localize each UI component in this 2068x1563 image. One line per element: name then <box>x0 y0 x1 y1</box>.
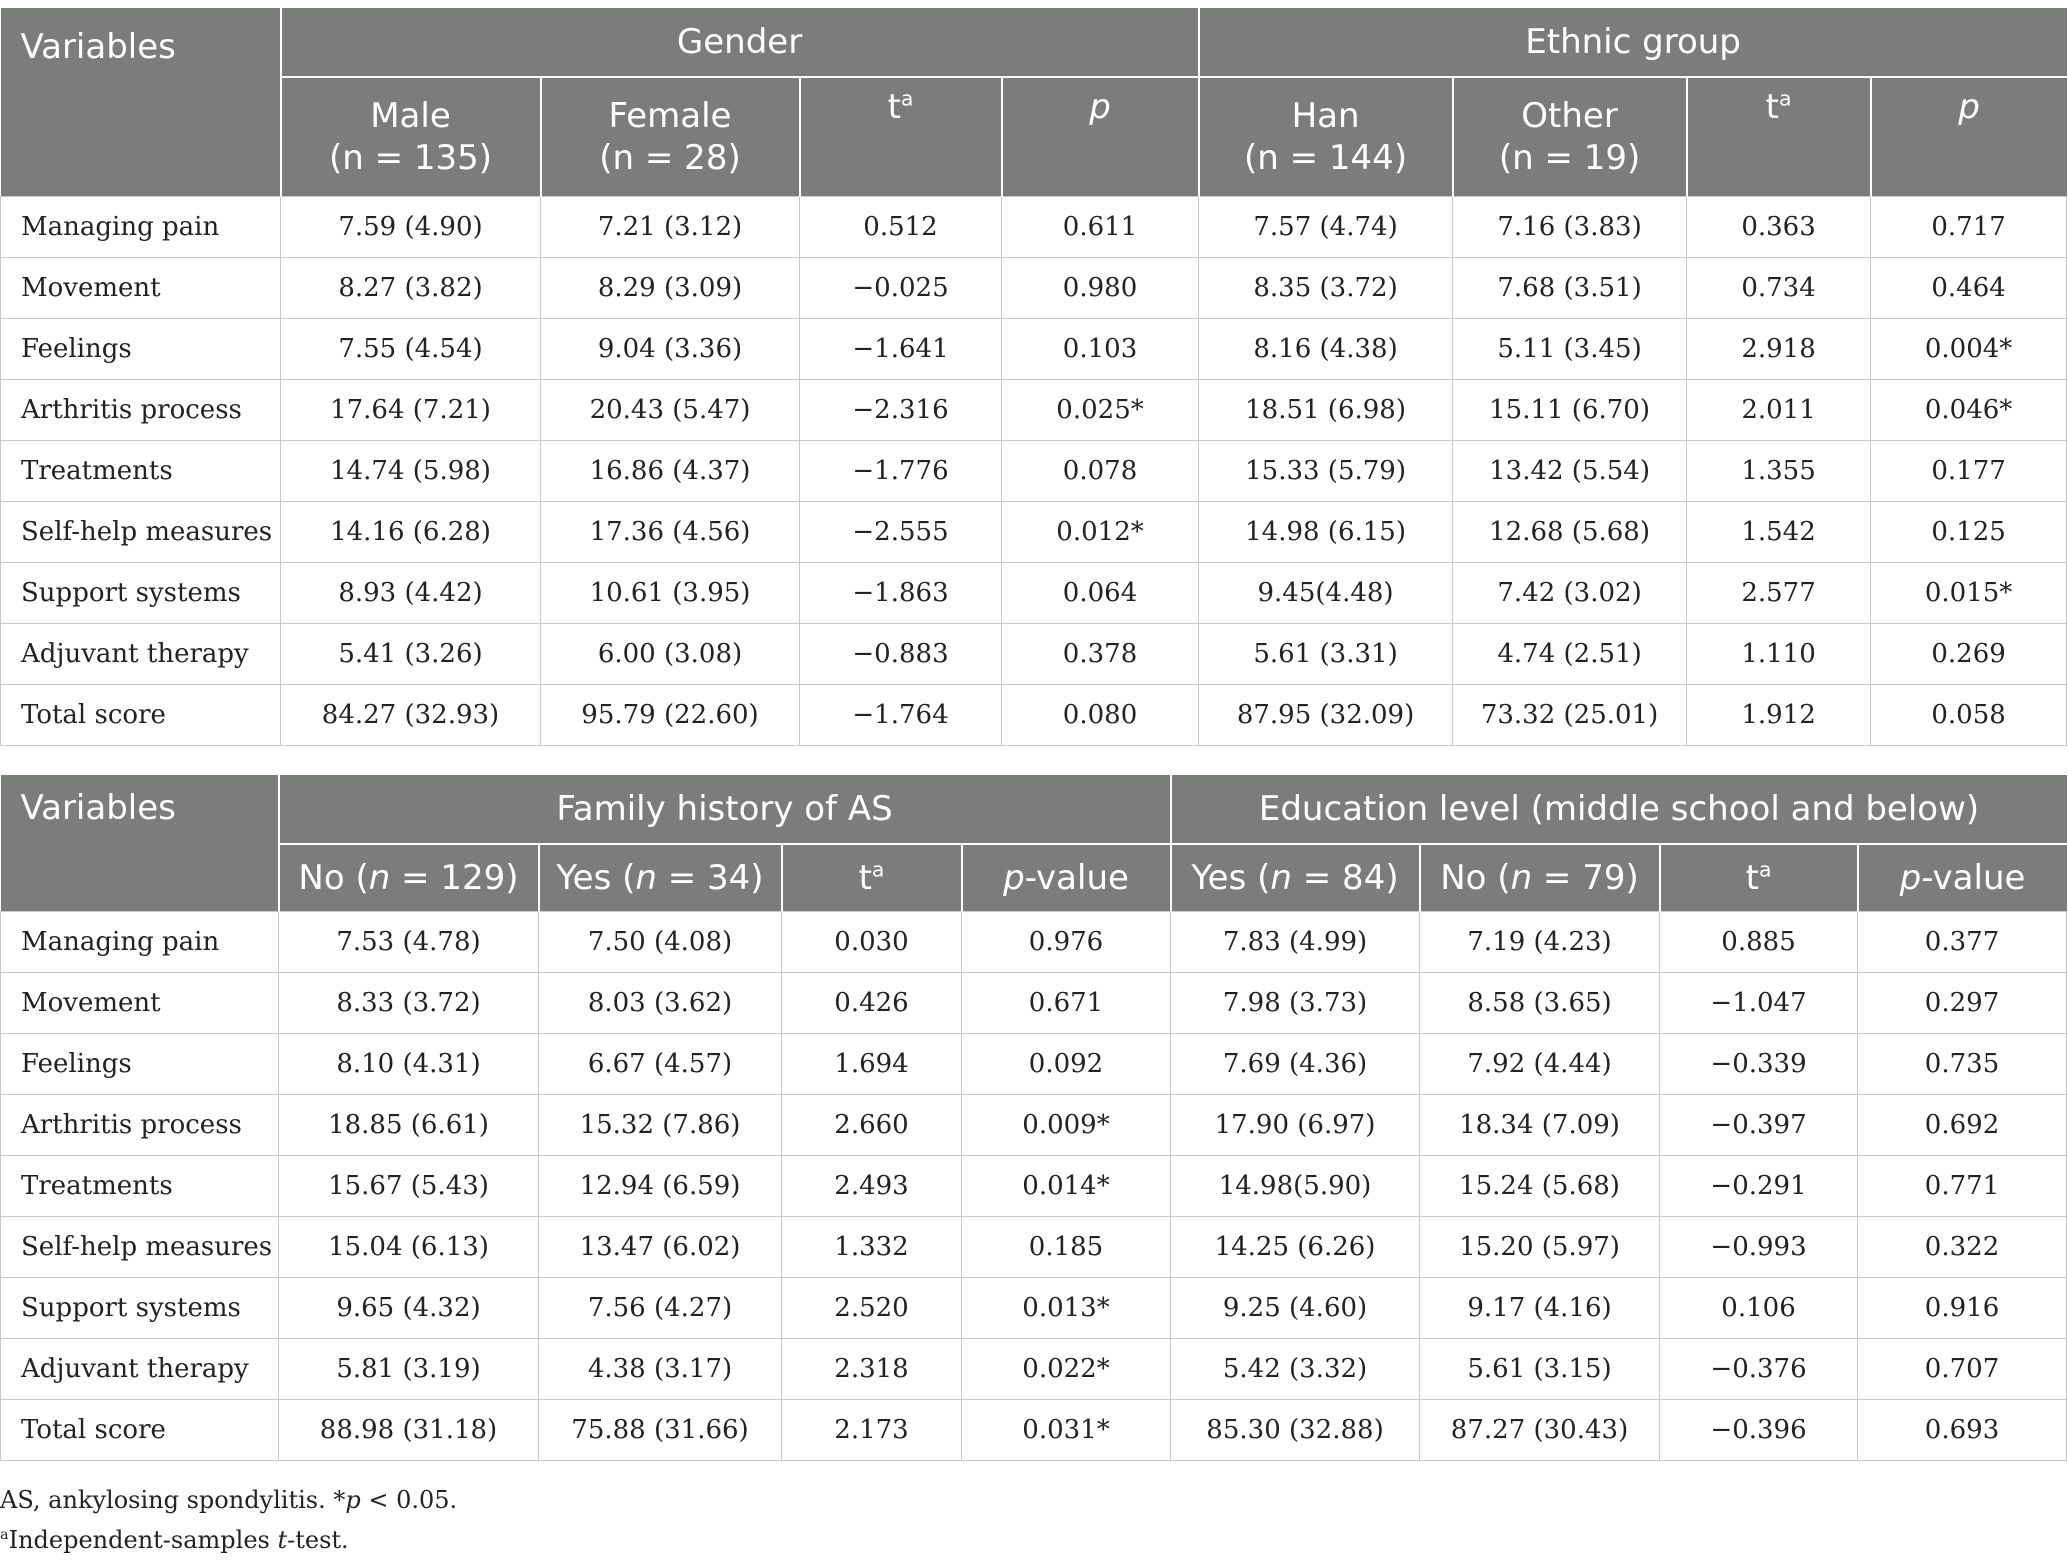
table-body <box>1 197 2067 746</box>
header-variables: Variables <box>1 775 279 912</box>
table-cell: 6.00 (3.08) <box>541 624 800 685</box>
table-cell: −0.376 <box>1660 1339 1858 1400</box>
row-label: Treatments <box>1 1156 279 1217</box>
row-label: Movement <box>1 258 281 319</box>
table-cell: 0.031* <box>962 1400 1171 1461</box>
table-row <box>1 1034 2067 1095</box>
table-cell: 0.916 <box>1858 1278 2067 1339</box>
table-cell: 0.103 <box>1002 319 1199 380</box>
table-row <box>1 685 2067 746</box>
table-cell: −0.396 <box>1660 1400 1858 1461</box>
table-cell: 0.692 <box>1858 1095 2067 1156</box>
header-p-value: p-value <box>962 844 1171 912</box>
table-cell: 2.520 <box>782 1278 962 1339</box>
table-cell: 7.59 (4.90) <box>281 197 541 258</box>
table-cell: 8.35 (3.72) <box>1199 258 1453 319</box>
table-cell: 4.38 (3.17) <box>539 1339 782 1400</box>
table-cell: 7.50 (4.08) <box>539 912 782 973</box>
table-cell: −1.863 <box>800 563 1002 624</box>
table-cell: 0.058 <box>1871 685 2067 746</box>
row-label: Movement <box>1 973 279 1034</box>
table-cell: 13.47 (6.02) <box>539 1217 782 1278</box>
table-row <box>1 1339 2067 1400</box>
table-cell: 9.25 (4.60) <box>1171 1278 1420 1339</box>
table-cell: 0.976 <box>962 912 1171 973</box>
table-cell: 17.64 (7.21) <box>281 380 541 441</box>
table-cell: 6.67 (4.57) <box>539 1034 782 1095</box>
header-p: p <box>1002 77 1199 197</box>
table-cell: 75.88 (31.66) <box>539 1400 782 1461</box>
table-cell: 7.83 (4.99) <box>1171 912 1420 973</box>
table-cell: 7.57 (4.74) <box>1199 197 1453 258</box>
table-cell: −0.025 <box>800 258 1002 319</box>
header-han: Han (n = 144) <box>1199 77 1453 197</box>
table-cell: 95.79 (22.60) <box>541 685 800 746</box>
table-cell: 5.61 (3.15) <box>1420 1339 1660 1400</box>
table-cell: 0.885 <box>1660 912 1858 973</box>
table-cell: 9.17 (4.16) <box>1420 1278 1660 1339</box>
header-t: $t^a$ <box>1660 844 1858 912</box>
table-row <box>1 441 2067 502</box>
table-cell: 1.110 <box>1687 624 1871 685</box>
table-cell: 7.69 (4.36) <box>1171 1034 1420 1095</box>
table-cell: 73.32 (25.01) <box>1453 685 1687 746</box>
row-label: Total score <box>1 1400 279 1461</box>
table-body <box>1 912 2067 1461</box>
header-n: (n = 28) <box>599 138 741 178</box>
header-no: No (n = 129) <box>279 844 539 912</box>
table-row <box>1 319 2067 380</box>
table-row <box>1 1278 2067 1339</box>
table-cell: 0.671 <box>962 973 1171 1034</box>
table-cell: 16.86 (4.37) <box>541 441 800 502</box>
table-cell: 7.68 (3.51) <box>1453 258 1687 319</box>
header-t: $t^a$ <box>782 844 962 912</box>
table-row <box>1 1156 2067 1217</box>
row-label: Support systems <box>1 563 281 624</box>
table-cell: 5.81 (3.19) <box>279 1339 539 1400</box>
table-gender-ethnic <box>0 8 2067 746</box>
header-n: (n = 144) <box>1244 138 1408 178</box>
table-cell: 2.918 <box>1687 319 1871 380</box>
table-cell: 0.013* <box>962 1278 1171 1339</box>
table-cell: 14.98(5.90) <box>1171 1156 1420 1217</box>
table-cell: 5.61 (3.31) <box>1199 624 1453 685</box>
table-cell: 0.378 <box>1002 624 1199 685</box>
table-cell: 18.85 (6.61) <box>279 1095 539 1156</box>
header-family-history: Family history of AS <box>279 775 1171 844</box>
table-cell: 0.297 <box>1858 973 2067 1034</box>
table-cell: 0.106 <box>1660 1278 1858 1339</box>
table-row <box>1 624 2067 685</box>
table-cell: 0.707 <box>1858 1339 2067 1400</box>
table-cell: 0.717 <box>1871 197 2067 258</box>
table-cell: 0.771 <box>1858 1156 2067 1217</box>
table-cell: 14.16 (6.28) <box>281 502 541 563</box>
table-cell: 87.95 (32.09) <box>1199 685 1453 746</box>
table-cell: 1.694 <box>782 1034 962 1095</box>
table-cell: 2.318 <box>782 1339 962 1400</box>
table-cell: 0.426 <box>782 973 962 1034</box>
header-yes: Yes (n = 34) <box>539 844 782 912</box>
header-ethnic-group: Ethnic group <box>1199 8 2067 77</box>
row-label: Managing pain <box>1 912 279 973</box>
table-cell: 7.98 (3.73) <box>1171 973 1420 1034</box>
table-cell: 5.41 (3.26) <box>281 624 541 685</box>
table-cell: 1.332 <box>782 1217 962 1278</box>
table-cell: 0.125 <box>1871 502 2067 563</box>
table-cell: 0.512 <box>800 197 1002 258</box>
table-cell: 8.93 (4.42) <box>281 563 541 624</box>
table-row <box>1 502 2067 563</box>
table-cell: 0.012* <box>1002 502 1199 563</box>
table-cell: −0.339 <box>1660 1034 1858 1095</box>
table-cell: 1.912 <box>1687 685 1871 746</box>
table-cell: 13.42 (5.54) <box>1453 441 1687 502</box>
table-cell: 9.04 (3.36) <box>541 319 800 380</box>
table-cell: 9.45(4.48) <box>1199 563 1453 624</box>
row-label: Feelings <box>1 319 281 380</box>
footnotes <box>0 1480 457 1560</box>
row-label: Arthritis process <box>1 1095 279 1156</box>
row-label: Total score <box>1 685 281 746</box>
table-cell: 7.21 (3.12) <box>541 197 800 258</box>
table-cell: 15.24 (5.68) <box>1420 1156 1660 1217</box>
table-cell: −0.291 <box>1660 1156 1858 1217</box>
row-label: Support systems <box>1 1278 279 1339</box>
table-cell: 5.42 (3.32) <box>1171 1339 1420 1400</box>
header-t: $t^a$ <box>800 77 1002 197</box>
table-cell: 18.51 (6.98) <box>1199 380 1453 441</box>
table-cell: 7.42 (3.02) <box>1453 563 1687 624</box>
table-cell: 0.080 <box>1002 685 1199 746</box>
table-cell: 84.27 (32.93) <box>281 685 541 746</box>
table-cell: 0.734 <box>1687 258 1871 319</box>
header-male: Male (n = 135) <box>281 77 541 197</box>
table-cell: 17.36 (4.56) <box>541 502 800 563</box>
table-cell: −1.641 <box>800 319 1002 380</box>
header-other: Other (n = 19) <box>1453 77 1687 197</box>
table-row <box>1 563 2067 624</box>
table-cell: 0.022* <box>962 1339 1171 1400</box>
table-cell: 88.98 (31.18) <box>279 1400 539 1461</box>
table-cell: 1.542 <box>1687 502 1871 563</box>
table-cell: 0.693 <box>1858 1400 2067 1461</box>
table-cell: 15.33 (5.79) <box>1199 441 1453 502</box>
table-cell: −0.993 <box>1660 1217 1858 1278</box>
header-education-level: Education level (middle school and below) <box>1171 775 2067 844</box>
table-cell: 17.90 (6.97) <box>1171 1095 1420 1156</box>
table-cell: 8.10 (4.31) <box>279 1034 539 1095</box>
table-cell: 8.58 (3.65) <box>1420 973 1660 1034</box>
row-label: Self-help measures <box>1 502 281 563</box>
header-no: No (n = 79) <box>1420 844 1660 912</box>
table-cell: −1.776 <box>800 441 1002 502</box>
table-cell: 14.25 (6.26) <box>1171 1217 1420 1278</box>
table-cell: 7.92 (4.44) <box>1420 1034 1660 1095</box>
table-cell: 0.078 <box>1002 441 1199 502</box>
table-row <box>1 197 2067 258</box>
table-cell: 0.363 <box>1687 197 1871 258</box>
row-label: Treatments <box>1 441 281 502</box>
table-cell: 2.660 <box>782 1095 962 1156</box>
table-row <box>1 380 2067 441</box>
table-cell: 7.53 (4.78) <box>279 912 539 973</box>
row-label: Arthritis process <box>1 380 281 441</box>
table-cell: 85.30 (32.88) <box>1171 1400 1420 1461</box>
header-yes: Yes (n = 84) <box>1171 844 1420 912</box>
row-label: Feelings <box>1 1034 279 1095</box>
row-label: Self-help measures <box>1 1217 279 1278</box>
table-cell: 0.735 <box>1858 1034 2067 1095</box>
header-variables: Variables <box>1 8 281 197</box>
header-p: p <box>1871 77 2067 197</box>
table-cell: 0.980 <box>1002 258 1199 319</box>
table-cell: 0.177 <box>1871 441 2067 502</box>
table-cell: 0.269 <box>1871 624 2067 685</box>
table-row <box>1 258 2067 319</box>
table-cell: 0.004* <box>1871 319 2067 380</box>
table-cell: 5.11 (3.45) <box>1453 319 1687 380</box>
table-row <box>1 912 2067 973</box>
row-label: Adjuvant therapy <box>1 624 281 685</box>
table-cell: 20.43 (5.47) <box>541 380 800 441</box>
table-cell: −0.397 <box>1660 1095 1858 1156</box>
table-cell: 0.611 <box>1002 197 1199 258</box>
table-cell: 12.68 (5.68) <box>1453 502 1687 563</box>
table-row <box>1 1095 2067 1156</box>
table-cell: 2.011 <box>1687 380 1871 441</box>
row-label: Managing pain <box>1 197 281 258</box>
header-n: (n = 135) <box>328 138 493 178</box>
table-cell: 0.009* <box>962 1095 1171 1156</box>
table-cell: 15.32 (7.86) <box>539 1095 782 1156</box>
table-row <box>1 1400 2067 1461</box>
table-cell: 0.030 <box>782 912 962 973</box>
table-cell: 14.74 (5.98) <box>281 441 541 502</box>
table-cell: 0.185 <box>962 1217 1171 1278</box>
header-t: $t^a$ <box>1687 77 1871 197</box>
header-gender: Gender <box>281 8 1199 77</box>
table-family-education <box>0 775 2067 1461</box>
table-cell: 0.014* <box>962 1156 1171 1217</box>
table-cell: 2.493 <box>782 1156 962 1217</box>
table-row <box>1 1217 2067 1278</box>
table-cell: 8.27 (3.82) <box>281 258 541 319</box>
table-cell: 0.064 <box>1002 563 1199 624</box>
table-cell: 8.03 (3.62) <box>539 973 782 1034</box>
footnote-test: $^a$Independent-samples t-test. <box>0 1526 349 1554</box>
table-cell: 15.20 (5.97) <box>1420 1217 1660 1278</box>
table-cell: 0.046* <box>1871 380 2067 441</box>
footnote-abbreviation: AS, ankylosing spondylitis. *p < 0.05. <box>0 1486 458 1514</box>
table-cell: 8.16 (4.38) <box>1199 319 1453 380</box>
table-cell: −1.764 <box>800 685 1002 746</box>
table-cell: 8.29 (3.09) <box>541 258 800 319</box>
table-cell: 18.34 (7.09) <box>1420 1095 1660 1156</box>
table-cell: 7.55 (4.54) <box>281 319 541 380</box>
table-cell: 7.16 (3.83) <box>1453 197 1687 258</box>
table-cell: 15.67 (5.43) <box>279 1156 539 1217</box>
table-cell: 9.65 (4.32) <box>279 1278 539 1339</box>
table-cell: 0.092 <box>962 1034 1171 1095</box>
table-cell: 0.025* <box>1002 380 1199 441</box>
table-cell: 7.56 (4.27) <box>539 1278 782 1339</box>
table-cell: 10.61 (3.95) <box>541 563 800 624</box>
header-p-value: p-value <box>1858 844 2067 912</box>
table-cell: 1.355 <box>1687 441 1871 502</box>
table-cell: 0.464 <box>1871 258 2067 319</box>
table-row <box>1 973 2067 1034</box>
table-cell: 12.94 (6.59) <box>539 1156 782 1217</box>
table-cell: 8.33 (3.72) <box>279 973 539 1034</box>
table-cell: 15.04 (6.13) <box>279 1217 539 1278</box>
table-cell: −1.047 <box>1660 973 1858 1034</box>
table-cell: −2.555 <box>800 502 1002 563</box>
table-cell: 0.322 <box>1858 1217 2067 1278</box>
table-cell: −2.316 <box>800 380 1002 441</box>
table-cell: 7.19 (4.23) <box>1420 912 1660 973</box>
table-cell: 14.98 (6.15) <box>1199 502 1453 563</box>
table-cell: 0.377 <box>1858 912 2067 973</box>
table-cell: −0.883 <box>800 624 1002 685</box>
header-n: (n = 19) <box>1498 138 1641 178</box>
table-cell: 4.74 (2.51) <box>1453 624 1687 685</box>
table-cell: 15.11 (6.70) <box>1453 380 1687 441</box>
table-cell: 2.173 <box>782 1400 962 1461</box>
table-cell: 0.015* <box>1871 563 2067 624</box>
row-label: Adjuvant therapy <box>1 1339 279 1400</box>
table-cell: 87.27 (30.43) <box>1420 1400 1660 1461</box>
table-cell: 2.577 <box>1687 563 1871 624</box>
header-female: Female (n = 28) <box>541 77 800 197</box>
